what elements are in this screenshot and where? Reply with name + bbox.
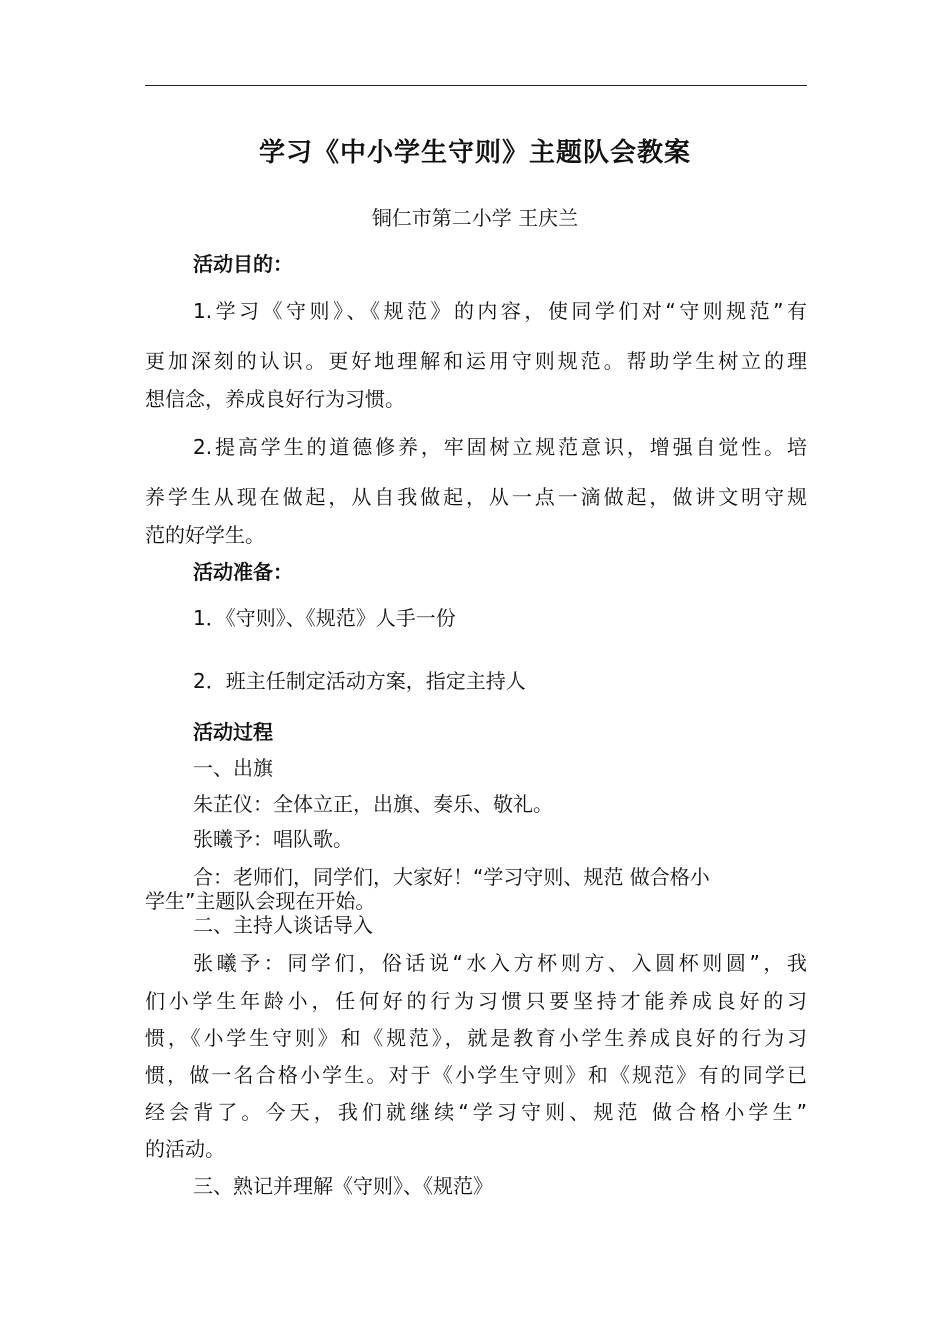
document-author: 铜仁市第二小学 王庆兰 <box>371 206 579 230</box>
header-rule <box>145 85 807 86</box>
step-1-heading: 一、出旗 <box>193 756 273 780</box>
goal-1-line-1: 1.学习《守则》、《规范》的内容，使同学们对“守则规范”有 <box>193 299 807 323</box>
talk-line-6: 的活动。 <box>145 1137 225 1161</box>
heading-activity-goal: 活动目的： <box>193 252 293 276</box>
goal-1-line-3: 想信念，养成良好行为习惯。 <box>145 387 405 411</box>
heading-activity-prep: 活动准备： <box>193 560 293 584</box>
step-2-heading: 二、主持人谈话导入 <box>193 913 373 937</box>
prep-item-1: 1．《守则》、《规范》人手一份 <box>193 606 456 630</box>
talk-line-4: 惯，做一名合格小学生。对于《小学生守则》和《规范》有的同学已 <box>145 1063 807 1087</box>
goal-2-line-3: 范的好学生。 <box>145 523 265 547</box>
together-line-1: 合：老师们，同学们，大家好！“学习守则、规范 做合格小 <box>193 865 710 889</box>
talk-line-2: 们小学生年龄小，任何好的行为习惯只要坚持才能养成良好的习 <box>145 989 807 1013</box>
goal-2-line-2: 养学生从现在做起，从自我做起，从一点一滴做起，做讲文明守规 <box>145 485 807 509</box>
prep-item-2: 2．班主任制定活动方案，指定主持人 <box>193 669 526 693</box>
talk-line-1: 张曦予：同学们，俗话说“水入方杯则方、入圆杯则圆”，我 <box>193 951 807 975</box>
talk-line-3: 惯，《小学生守则》和《规范》，就是教育小学生养成良好的行为习 <box>145 1026 807 1050</box>
step-3-heading: 三、熟记并理解《守则》、《规范》 <box>193 1174 493 1198</box>
document-title: 学习《中小学生守则》主题队会教案 <box>258 138 691 168</box>
talk-line-5: 经会背了。今天，我们就继续“学习守则、规范 做合格小学生” <box>145 1100 807 1124</box>
goal-2-line-1: 2.提高学生的道德修养，牢固树立规范意识，增强自觉性。培 <box>193 435 807 459</box>
heading-activity-process: 活动过程 <box>193 720 273 744</box>
goal-1-line-2: 更加深刻的认识。更好地理解和运用守则规范。帮助学生树立的理 <box>145 349 807 373</box>
speaker-zhu-line: 朱芷仪：全体立正，出旗、奏乐、敬礼。 <box>193 792 553 816</box>
together-line-2: 学生”主题队会现在开始。 <box>145 889 376 913</box>
speaker-zhang-line: 张曦予：唱队歌。 <box>193 827 353 851</box>
